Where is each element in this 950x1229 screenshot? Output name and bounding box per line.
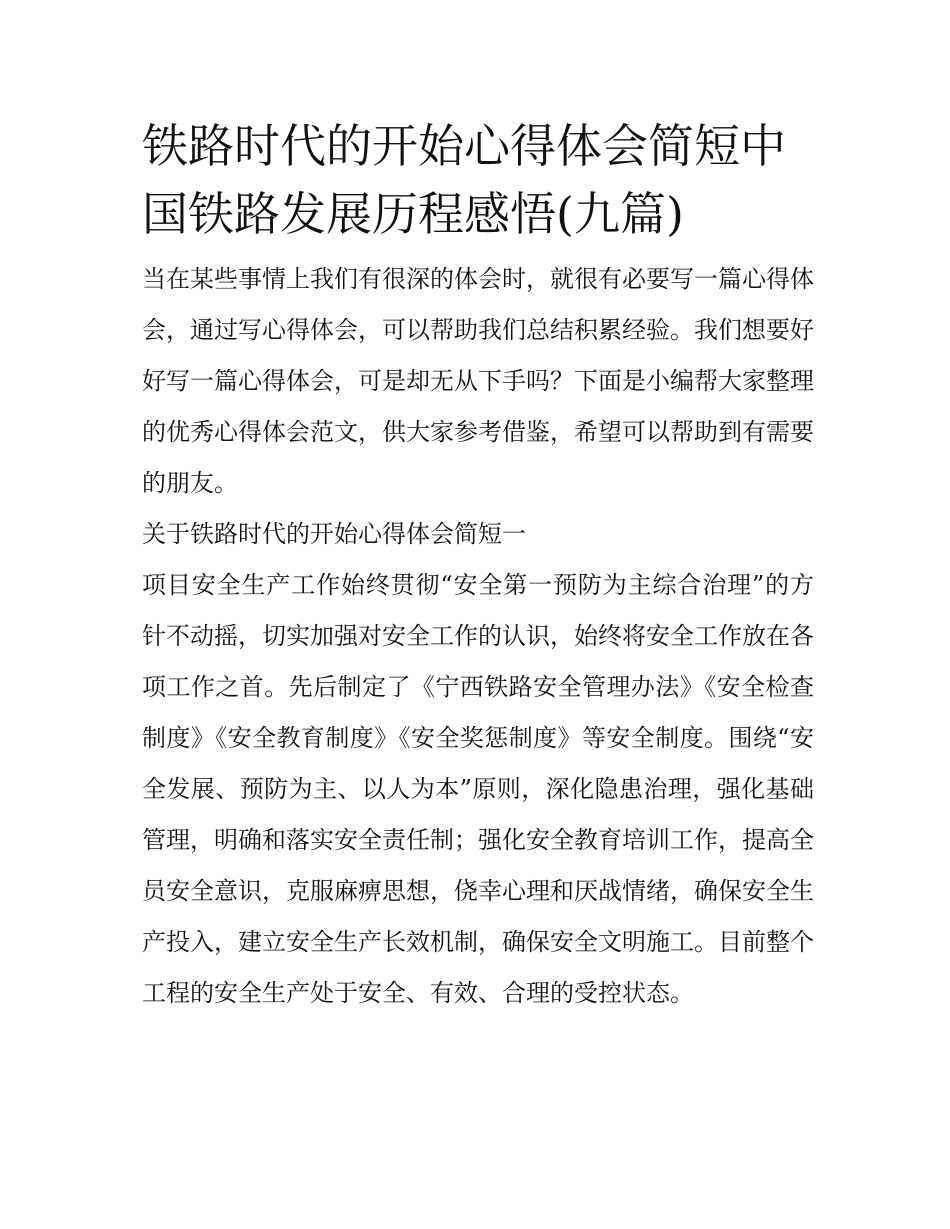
document-title: 铁路时代的开始心得体会简短中国铁路发展历程感悟(九篇) (142, 119, 786, 241)
section-heading: 关于铁路时代的开始心得体会简短一 (142, 520, 526, 548)
document-content (142, 112, 814, 1019)
intro-paragraph: 当在某些事情上我们有很深的体会时，就很有必要写一篇心得体会，通过写心得体会，可以帮助我们总结积累经验。我们想要好好写一篇心得体会，可是却无从下手吗？下面是小编帮大家整理的优秀心得体会范文，供大家参考借鉴，希望可以帮助到有需要的朋友。 (142, 265, 814, 497)
body-paragraph: 项目安全生产工作始终贯彻“安全第一预防为主综合治理”的方针不动摇，切实加强对安全工作的认识，始终将安全工作放在各项工作之首。先后制定了《宁西铁路安全管理办法》《安全检查制度》《安全教育制度》《安全奖惩制度》等安全制度。围绕“安全发展、预防为主、以人为本”原则，深化隐患治理，强化基础管理，明确和落实安全责任制；强化安全教育培训工作，提高全员安全意识，克服麻痹思想，侥幸心理和厌战情绪，确保安全生产投入，建立安全生产长效机制，确保安全文明施工。目前整个工程的安全生产处于安全、有效、合理的受控状态。 (142, 571, 814, 1007)
